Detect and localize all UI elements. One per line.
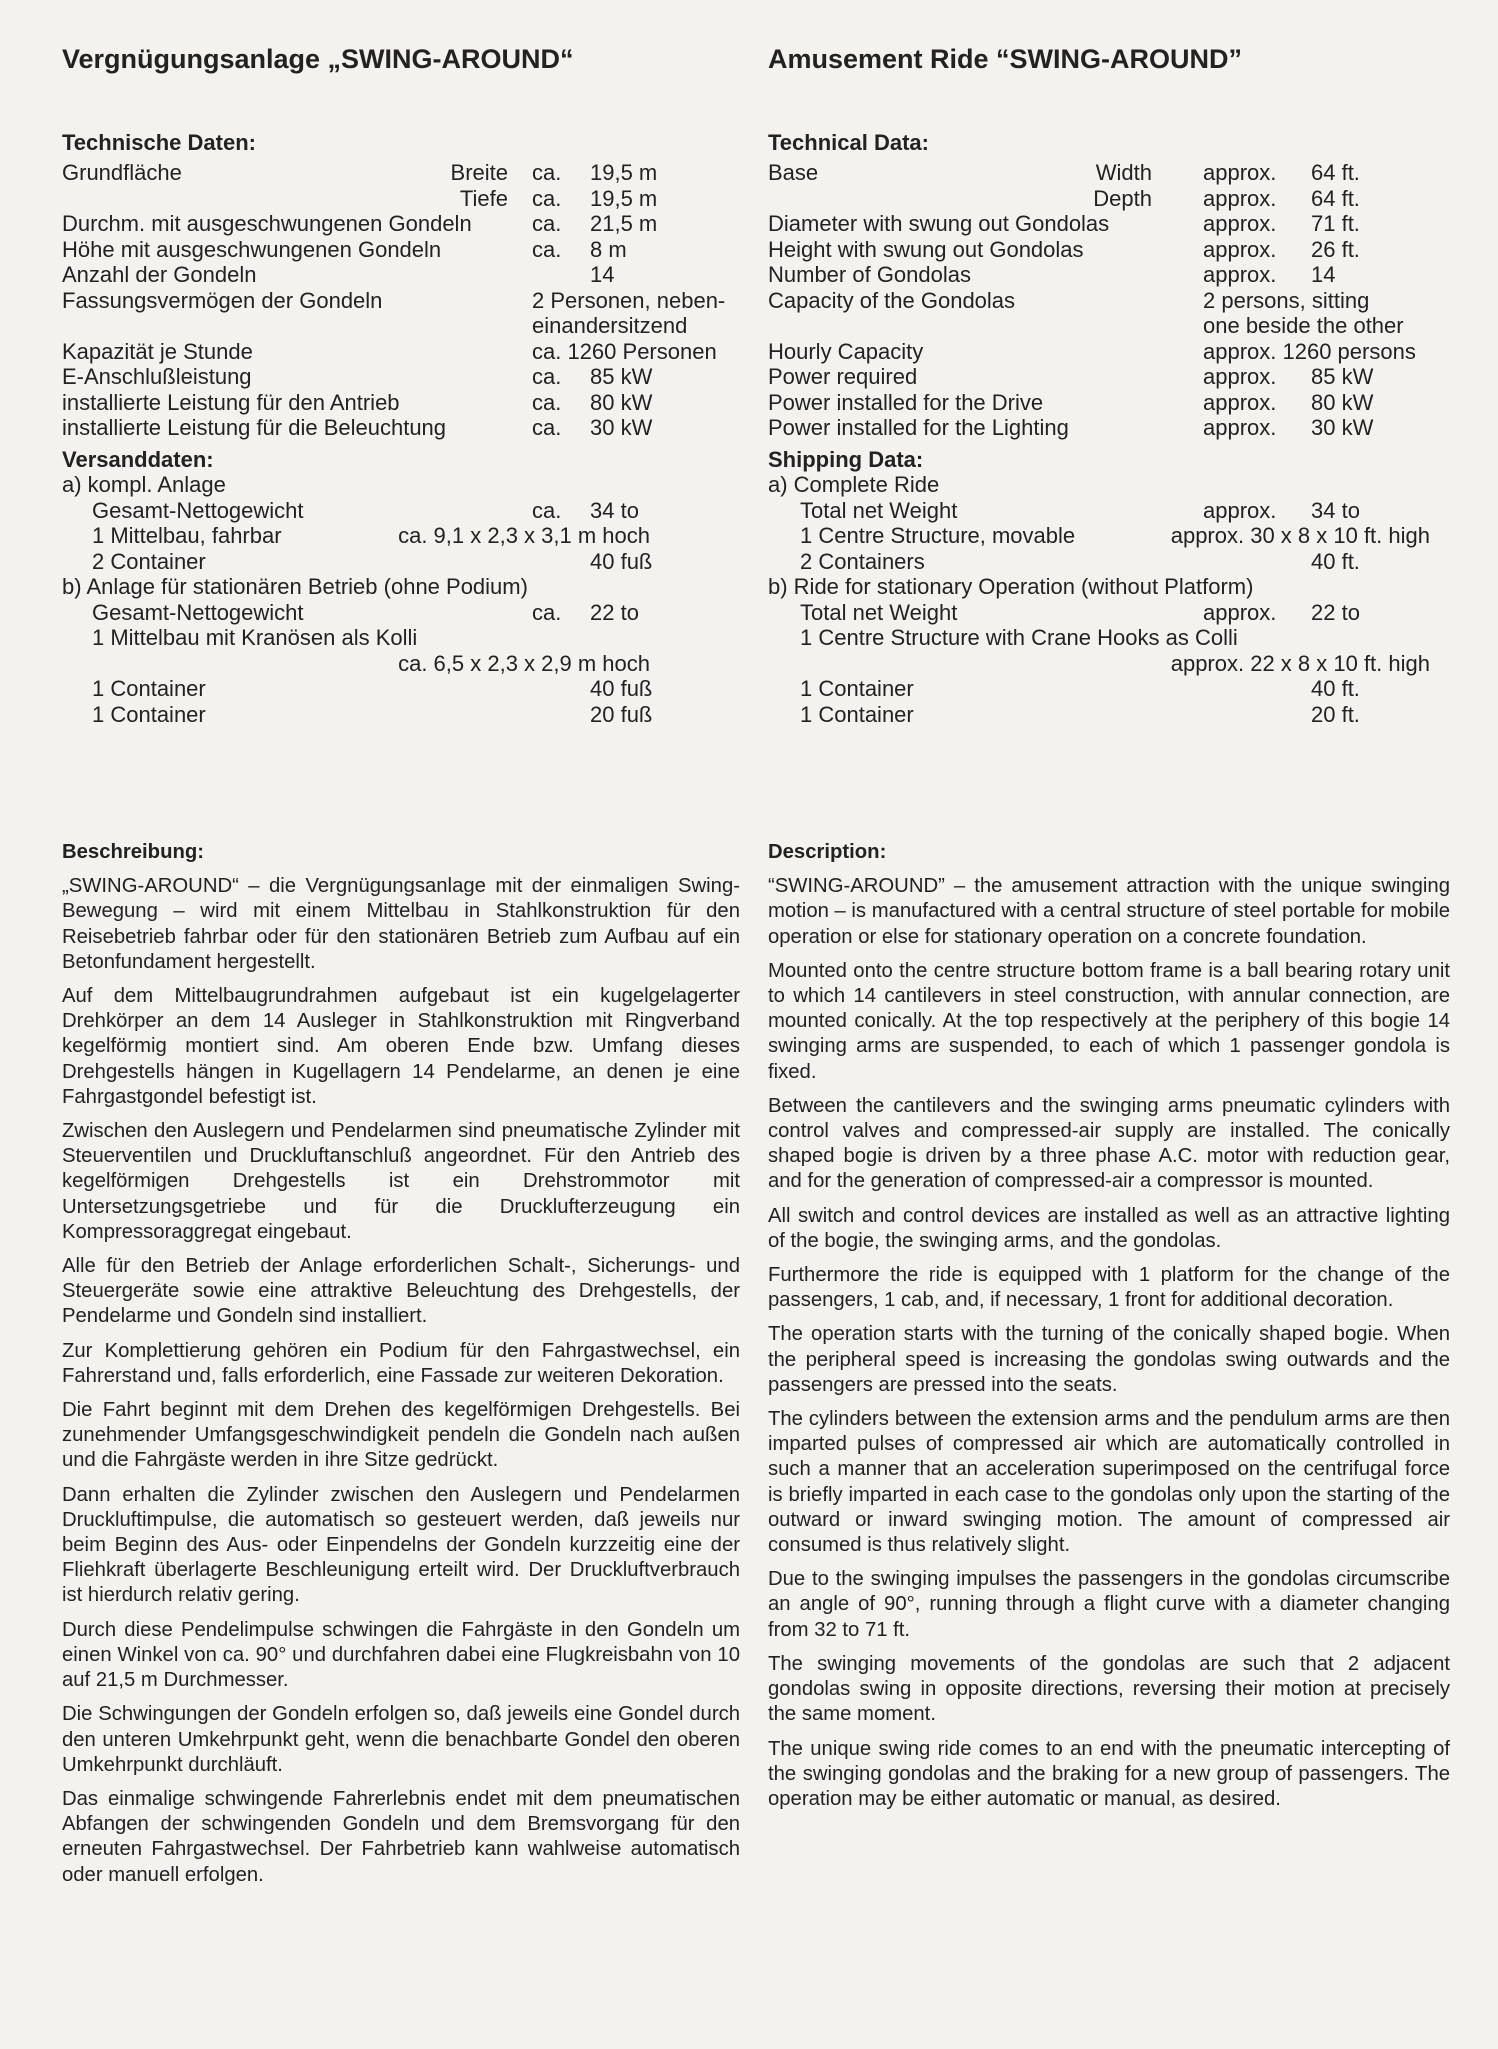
shipping-row <box>768 574 1450 600</box>
description-paragraph: Die Fahrt beginnt mit dem Drehen des kegelförmigen Drehgestells. Bei zunehmender Umfangsgeschwindigkeit pendeln die Gondeln nach außen und die Fahrgäste werden in ihre Sitze gedrückt. <box>62 1399 740 1472</box>
tech-approx: ca. <box>532 185 562 211</box>
tech-value: 8 m <box>590 236 627 262</box>
tech-label: Hourly Capacity <box>768 338 924 364</box>
shipping-value: 34 to <box>590 497 639 523</box>
tech-row <box>768 364 1450 390</box>
description-paragraph: The operation starts with the turning of the conically shaped bogie. When the peripheral speed is increasing the gondolas swing outwards and the passengers are pressed into the seats. <box>768 1323 1450 1396</box>
tech-data-table-english <box>768 160 1450 441</box>
tech-row <box>768 415 1450 441</box>
tech-approx: one beside the other <box>1203 313 1404 338</box>
shipping-label: Gesamt-Nettogewicht <box>92 599 304 625</box>
tech-label: Power installed for the Lighting <box>768 415 1069 440</box>
tech-value: 19,5 m <box>590 185 658 211</box>
shipping-row <box>768 498 1450 524</box>
shipping-table-english <box>768 472 1450 727</box>
tech-label: Power installed for the Drive <box>768 389 1044 415</box>
shipping-label: 1 Container <box>92 701 206 727</box>
description-paragraph: “SWING-AROUND” – the amusement attraction with the unique swinging motion – is manufactured with a central structure of steel portable for mobile operation or else for stationary operation on a concrete foundation. <box>768 875 1451 948</box>
tech-label: Diameter with swung out Gondolas <box>768 211 1110 236</box>
tech-row <box>768 390 1450 416</box>
description-paragraph: Auf dem Mittelbaugrundrahmen aufgebaut ist ein kugelgelagerter Drehkörper an dem 14 Ausleger in Stahlkonstruktion mit Ringverband kegelförmig montiert sind. Am oberen Ende bzw. Umfang dieses Drehgestells hängen in Kugellagern 14 Pendelarme, an denen je eine Fahrgastgondel befestigt ist. <box>62 985 740 1108</box>
shipping-row <box>768 549 1450 575</box>
shipping-heading-english: Shipping Data: <box>768 447 924 472</box>
shipping-label: b) Anlage für stationären Betrieb (ohne Podium) <box>62 574 528 599</box>
shipping-dimensions: ca. 6,5 x 2,3 x 2,9 m hoch <box>398 650 650 676</box>
shipping-label: 1 Centre Structure with Crane Hooks as Colli <box>800 625 1238 650</box>
tech-approx: approx. <box>1203 211 1277 236</box>
tech-row <box>768 186 1450 212</box>
tech-row <box>62 339 740 365</box>
shipping-row <box>62 625 740 651</box>
tech-value: 64 ft. <box>1311 185 1360 211</box>
tech-value: 26 ft. <box>1311 236 1360 262</box>
tech-row <box>62 262 740 288</box>
tech-label: Fassungsvermögen der Gondeln <box>62 287 383 313</box>
tech-approx: einandersitzend <box>532 313 688 338</box>
shipping-dimensions: approx. 22 x 8 x 10 ft. high <box>1170 650 1430 676</box>
tech-row <box>62 415 740 441</box>
tech-data-table-german <box>62 160 740 441</box>
description-paragraph: All switch and control devices are installed as well as an attractive lighting of the bogie, the swinging arms, and the gondolas. <box>768 1204 1450 1252</box>
description-paragraph: Mounted onto the centre structure bottom frame is a ball bearing rotary unit to which 14 cantilevers in steel construction, with annular connection, are mounted conically. At the top respectively at the periphery of this bogie 14 swinging arms are suspended, to each of which 1 passenger gondola is fixed. <box>768 959 1450 1083</box>
description-paragraph: Die Schwingungen der Gondeln erfolgen so, daß jeweils eine Gondel durch den unteren Umkehrpunkt geht, wenn die benachbarte Gondel den oberen Umkehrpunkt durchläuft. <box>62 1703 740 1776</box>
shipping-value: 22 to <box>1311 599 1360 625</box>
shipping-label: Gesamt-Nettogewicht <box>92 497 304 523</box>
shipping-row <box>768 625 1450 651</box>
shipping-dimensions: approx. 30 x 8 x 10 ft. high <box>1170 523 1430 548</box>
tech-label: Durchm. mit ausgeschwungenen Gondeln <box>62 211 472 236</box>
tech-value: 14 <box>1311 262 1336 287</box>
shipping-label: 1 Mittelbau, fahrbar <box>92 523 282 548</box>
tech-row <box>62 390 740 416</box>
shipping-value: 22 to <box>590 599 639 625</box>
tech-value: 19,5 m <box>590 160 658 185</box>
tech-label: Grundfläche <box>62 160 182 185</box>
description-paragraph: Between the cantilevers and the swinging arms pneumatic cylinders with control valves and compressed-air supply are installed. The conically shaped bogie is driven by a three phase A.C. motor with reduction gear, and for the generation of compressed-air a compressor is mounted. <box>768 1094 1450 1193</box>
shipping-value: 40 fuß <box>590 548 653 574</box>
tech-row <box>62 288 740 314</box>
tech-approx: approx. <box>1203 389 1277 415</box>
description-paragraph: The unique swing ride comes to an end with the pneumatic intercepting of the swinging gondolas and the braking for a new group of passengers. The operation may be either automatic or manual, as desired. <box>768 1737 1450 1810</box>
description-paragraph: Zur Komplettierung gehören ein Podium für den Fahrgastwechsel, ein Fahrerstand und, falls erforderlich, eine Fassade zur weiteren Dekoration. <box>62 1339 740 1387</box>
tech-row <box>62 237 740 263</box>
tech-row <box>768 313 1450 339</box>
shipping-label: 1 Container <box>800 701 914 727</box>
shipping-value: 40 ft. <box>1311 676 1360 701</box>
tech-approx: 2 Personen, neben- <box>532 287 726 313</box>
shipping-label: 1 Mittelbau mit Kranösen als Kolli <box>92 625 418 650</box>
tech-label: Anzahl der Gondeln <box>62 262 257 287</box>
shipping-row <box>768 600 1450 626</box>
shipping-approx: ca. <box>532 497 562 523</box>
description-paragraph: Das einmalige schwingende Fahrerlebnis endet mit dem pneumatischen Abfangen der schwingenden Gondeln und dem Bremsvorgang für den erneuten Fahrgastwechsel. Der Fahrbetrieb kann wahlweise automatisch oder manuell erfolgen. <box>62 1787 740 1886</box>
shipping-label: 1 Container <box>800 676 914 701</box>
tech-label: Height with swung out Gondolas <box>768 236 1084 262</box>
tech-value: 85 kW <box>1311 364 1374 389</box>
shipping-approx: ca. <box>532 599 562 625</box>
tech-row <box>62 211 740 237</box>
tech-row <box>62 364 740 390</box>
description-paragraph: Zwischen den Auslegern und Pendelarmen sind pneumatische Zylinder mit Steuerventilen und Druckluftanschluß angeordnet. Für den Antrieb des kegelförmigen Drehgestells ist ein Drehstrommotor mit Untersetzungsgetriebe und für die Drucklufterzeugung ein Kompressoraggregat eingebaut. <box>62 1120 740 1243</box>
shipping-value: 40 fuß <box>590 676 653 701</box>
tech-label: Base <box>768 160 819 185</box>
tech-approx: 2 persons, sitting <box>1203 287 1370 313</box>
description-paragraph: Due to the swinging impulses the passengers in the gondolas circumscribe an angle of 90°, running through a flight curve with a diameter changing from 32 to 71 ft. <box>768 1568 1450 1641</box>
tech-value: 71 ft. <box>1311 211 1360 236</box>
tech-row <box>768 262 1450 288</box>
tech-value: 80 kW <box>590 389 653 415</box>
tech-data-heading-german: Technische Daten: <box>62 130 256 155</box>
tech-sub-label: Breite <box>450 160 508 185</box>
tech-sub-label: Tiefe <box>459 185 508 211</box>
tech-label: E-Anschlußleistung <box>62 364 252 389</box>
tech-value: 14 <box>590 262 615 287</box>
description-paragraph: The cylinders between the extension arms and the pendulum arms are then imparted pulses of compressed air which are automatically controlled in such a manner that an acceleration superimposed on the centrifugal force is briefly imparted in each case to the gondolas only upon the starting of the outward or inward swinging motion. The amount of compressed air consumed is thus relatively slight. <box>768 1408 1450 1557</box>
tech-label: Power required <box>768 364 918 389</box>
shipping-label: 1 Container <box>92 676 206 701</box>
shipping-label: Total net Weight <box>800 497 958 523</box>
description-paragraph: Alle für den Betrieb der Anlage erforderlichen Schalt-, Sicherungs- und Steuergeräte sowie eine attraktive Beleuchtung des Drehgestells, der Pendelarme und Gondeln sind installiert. <box>62 1255 740 1328</box>
tech-approx: ca. <box>532 415 562 440</box>
description-paragraph: The swinging movements of the gondolas are such that 2 adjacent gondolas swing in opposite directions, reversing their motion at precisely the same moment. <box>768 1652 1450 1726</box>
tech-sub-label: Width <box>1095 160 1152 185</box>
tech-value: 80 kW <box>1311 389 1374 415</box>
tech-label: installierte Leistung für den Antrieb <box>62 389 400 415</box>
shipping-value: 34 to <box>1311 497 1360 523</box>
description-body-german <box>62 874 740 1888</box>
page-title-english: Amusement Ride “SWING-AROUND” <box>768 44 1243 74</box>
shipping-row <box>62 702 740 728</box>
shipping-row <box>768 472 1450 498</box>
shipping-row <box>62 549 740 575</box>
description-heading-english: Description: <box>768 841 887 863</box>
tech-approx: approx. <box>1203 160 1277 185</box>
tech-row <box>768 211 1450 237</box>
tech-approx: approx. <box>1203 415 1277 440</box>
shipping-approx: approx. <box>1203 599 1277 625</box>
tech-label: Number of Gondolas <box>768 262 971 287</box>
shipping-row <box>62 676 740 702</box>
tech-row <box>62 186 740 212</box>
tech-data-heading-english: Technical Data: <box>768 130 929 155</box>
tech-label: Capacity of the Gondolas <box>768 287 1016 313</box>
tech-value: 21,5 m <box>590 211 658 236</box>
description-paragraph: Durch diese Pendelimpulse schwingen die Fahrgäste in den Gondeln um einen Winkel von ca. 90° und durchfahren dabei eine Flugkreisbahn von 10 auf 21,5 m Durchmesser. <box>62 1618 740 1692</box>
shipping-label: a) Complete Ride <box>768 472 940 497</box>
tech-row <box>768 288 1450 314</box>
shipping-row <box>62 523 740 549</box>
shipping-approx: approx. <box>1203 497 1277 523</box>
shipping-row <box>768 523 1450 549</box>
tech-approx: ca. <box>532 389 562 415</box>
tech-approx: ca. 1260 Personen <box>532 338 717 364</box>
shipping-row <box>62 498 740 524</box>
description-body-english <box>768 874 1450 1812</box>
description-english <box>768 840 1450 1821</box>
tech-value: 30 kW <box>1311 415 1374 440</box>
tech-row <box>62 313 740 339</box>
shipping-value: 20 ft. <box>1311 701 1360 727</box>
tech-approx: ca. <box>532 236 562 262</box>
shipping-label: 2 Container <box>92 548 206 574</box>
description-german <box>62 840 740 1897</box>
shipping-heading-german: Versanddaten: <box>62 447 214 472</box>
tech-label: Kapazität je Stunde <box>62 338 253 364</box>
tech-approx: ca. <box>532 160 562 185</box>
tech-value: 30 kW <box>590 415 653 440</box>
tech-row <box>62 160 740 186</box>
tech-approx: approx. <box>1203 185 1277 211</box>
tech-approx: approx. <box>1203 262 1277 287</box>
shipping-value: 20 fuß <box>590 701 653 727</box>
tech-value: 64 ft. <box>1311 160 1360 185</box>
shipping-table-german <box>62 472 740 727</box>
shipping-row <box>62 651 740 677</box>
tech-approx: approx. 1260 persons <box>1203 338 1416 364</box>
description-heading-german: Beschreibung: <box>62 841 204 863</box>
shipping-label: b) Ride for stationary Operation (without Platform) <box>768 574 1254 599</box>
page-title-german: Vergnügungsanlage „SWING-AROUND“ <box>62 44 574 74</box>
shipping-row <box>62 600 740 626</box>
tech-value: 85 kW <box>590 364 653 389</box>
shipping-row <box>768 702 1450 728</box>
description-paragraph: „SWING-AROUND“ – die Vergnügungsanlage mit der einmaligen Swing-Bewegung – wird mit einem Mittelbau in Stahlkonstruktion für den Reisebetrieb fahrbar oder für den stationären Betrieb zum Aufbau auf ein Betonfundament hergestellt. <box>62 875 740 973</box>
tech-approx: ca. <box>532 211 562 236</box>
shipping-label: 1 Centre Structure, movable <box>800 523 1076 548</box>
description-paragraph: Furthermore the ride is equipped with 1 platform for the change of the passengers, 1 cab, and, if necessary, 1 front for additional decoration. <box>768 1264 1450 1312</box>
shipping-dimensions: ca. 9,1 x 2,3 x 3,1 m hoch <box>398 523 650 548</box>
tech-approx: ca. <box>532 364 562 389</box>
shipping-row <box>768 651 1450 677</box>
shipping-label: Total net Weight <box>800 599 958 625</box>
shipping-label: a) kompl. Anlage <box>62 472 226 497</box>
description-paragraph: Dann erhalten die Zylinder zwischen den Auslegern und Pendelarmen Druckluftimpulse, die automatisch so gesteuert werden, daß jeweils nur beim Beginn des Aus- oder Einpendelns der Gondeln kurzzeitig eine der Fliehkraft überlagerte Beschleunigung erteilt wird. Der Druckluftverbrauch ist hierdurch relativ gering. <box>62 1483 740 1607</box>
tech-sub-label: Depth <box>1093 185 1152 211</box>
tech-label: Höhe mit ausgeschwungenen Gondeln <box>62 236 442 262</box>
shipping-row <box>62 574 740 600</box>
tech-label: installierte Leistung für die Beleuchtung <box>62 415 447 440</box>
tech-row <box>768 237 1450 263</box>
shipping-label: 2 Containers <box>800 548 925 574</box>
shipping-value: 40 ft. <box>1311 548 1360 574</box>
tech-row <box>768 339 1450 365</box>
shipping-row <box>768 676 1450 702</box>
tech-approx: approx. <box>1203 236 1277 262</box>
tech-approx: approx. <box>1203 364 1277 389</box>
shipping-row <box>62 472 740 498</box>
tech-row <box>768 160 1450 186</box>
